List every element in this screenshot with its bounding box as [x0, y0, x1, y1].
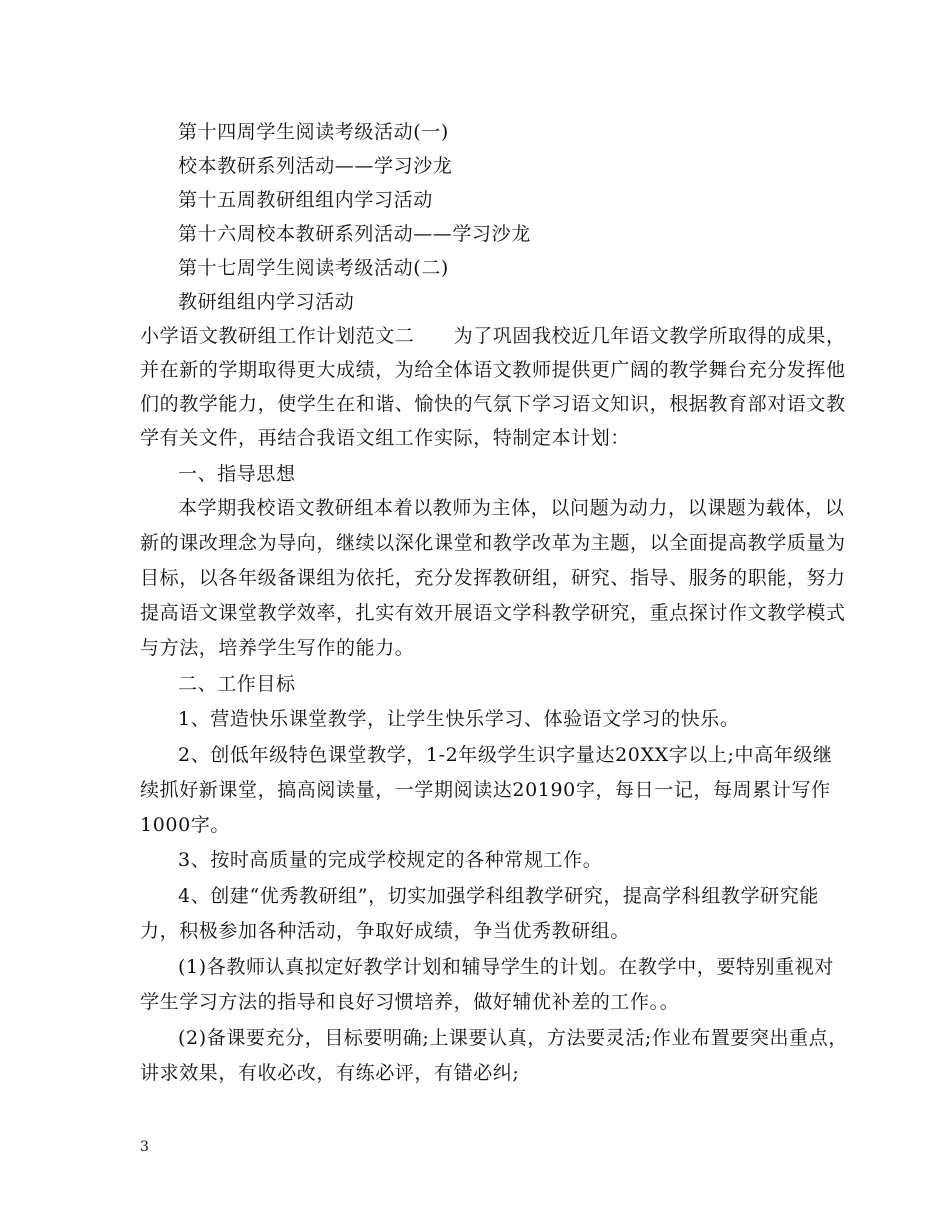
text-line: (1)各教师认真拟定好教学计划和辅导学生的计划。在教学中，要特别重视对	[178, 956, 834, 978]
text-line: 学生学习方法的指导和良好习惯培养，做好辅优补差的工作。。	[140, 991, 680, 1013]
text-line: 第十四周学生阅读考级活动(一)	[178, 121, 449, 143]
page-number: 3	[140, 1139, 149, 1155]
text-line: 第十七周学生阅读考级活动(二)	[178, 257, 449, 279]
text-line: 目标，以各年级备课组为依托，充分发挥教研组，研究、指导、服务的职能，努力	[140, 567, 846, 589]
text-line: 们的教学能力，使学生在和谐、愉快的气氛下学习语文知识，根据教育部对语文教	[140, 393, 846, 415]
text-line: 小学语文教研组工作计划范文二 为了巩固我校近几年语文教学所取得的成果，	[140, 325, 846, 347]
text-line: 3、按时高质量的完成学校规定的各种常规工作。	[178, 849, 603, 871]
text-line: 4、创建“优秀教研组”，切实加强学科组教学研究，提高学科组教学研究能	[178, 885, 819, 907]
text-line: 提高语文课堂教学效率，扎实有效开展语文学科教学研究，重点探讨作文教学模式	[140, 602, 846, 624]
text-line: 1、营造快乐课堂教学，让学生快乐学习、体验语文学习的快乐。	[178, 708, 740, 730]
text-line: 本学期我校语文教研组本着以教师为主体，以问题为动力，以课题为载体，以	[178, 497, 845, 519]
text-line: 并在新的学期取得更大成绩，为给全体语文教师提供更广阔的教学舞台充分发挥他	[140, 359, 846, 381]
text-line: 与方法，培养学生写作的能力。	[140, 637, 415, 659]
text-line: 新的课改理念为导向，继续以深化课堂和教学改革为主题，以全面提高教学质量为	[140, 532, 846, 554]
text-line: 第十六周校本教研系列活动——学习沙龙	[178, 223, 531, 245]
text-line: (2)备课要充分，目标要明确;上课要认真，方法要灵活;作业布置要突出重点，	[178, 1027, 848, 1049]
section-heading: 一、指导思想	[178, 463, 296, 485]
text-line: 2、创低年级特色课堂教学，1-2年级学生识字量达20XX字以上;中高年级继	[178, 744, 833, 766]
text-line: 讲求效果，有收必改，有练必评，有错必纠;	[140, 1062, 520, 1084]
text-line: 第十五周教研组组内学习活动	[178, 189, 433, 211]
section-heading: 二、工作目标	[178, 673, 296, 695]
text-line: 力，积极参加各种活动，争取好成绩，争当优秀教研组。	[140, 920, 631, 942]
text-line: 1000字。	[140, 814, 230, 836]
text-line: 续抓好新课堂，搞高阅读量，一学期阅读达20190字，每日一记，每周累计写作	[140, 779, 831, 801]
text-line: 教研组组内学习活动	[178, 291, 355, 313]
text-line: 校本教研系列活动——学习沙龙	[178, 155, 453, 177]
text-line: 学有关文件，再结合我语文组工作实际，特制定本计划：	[140, 427, 631, 449]
